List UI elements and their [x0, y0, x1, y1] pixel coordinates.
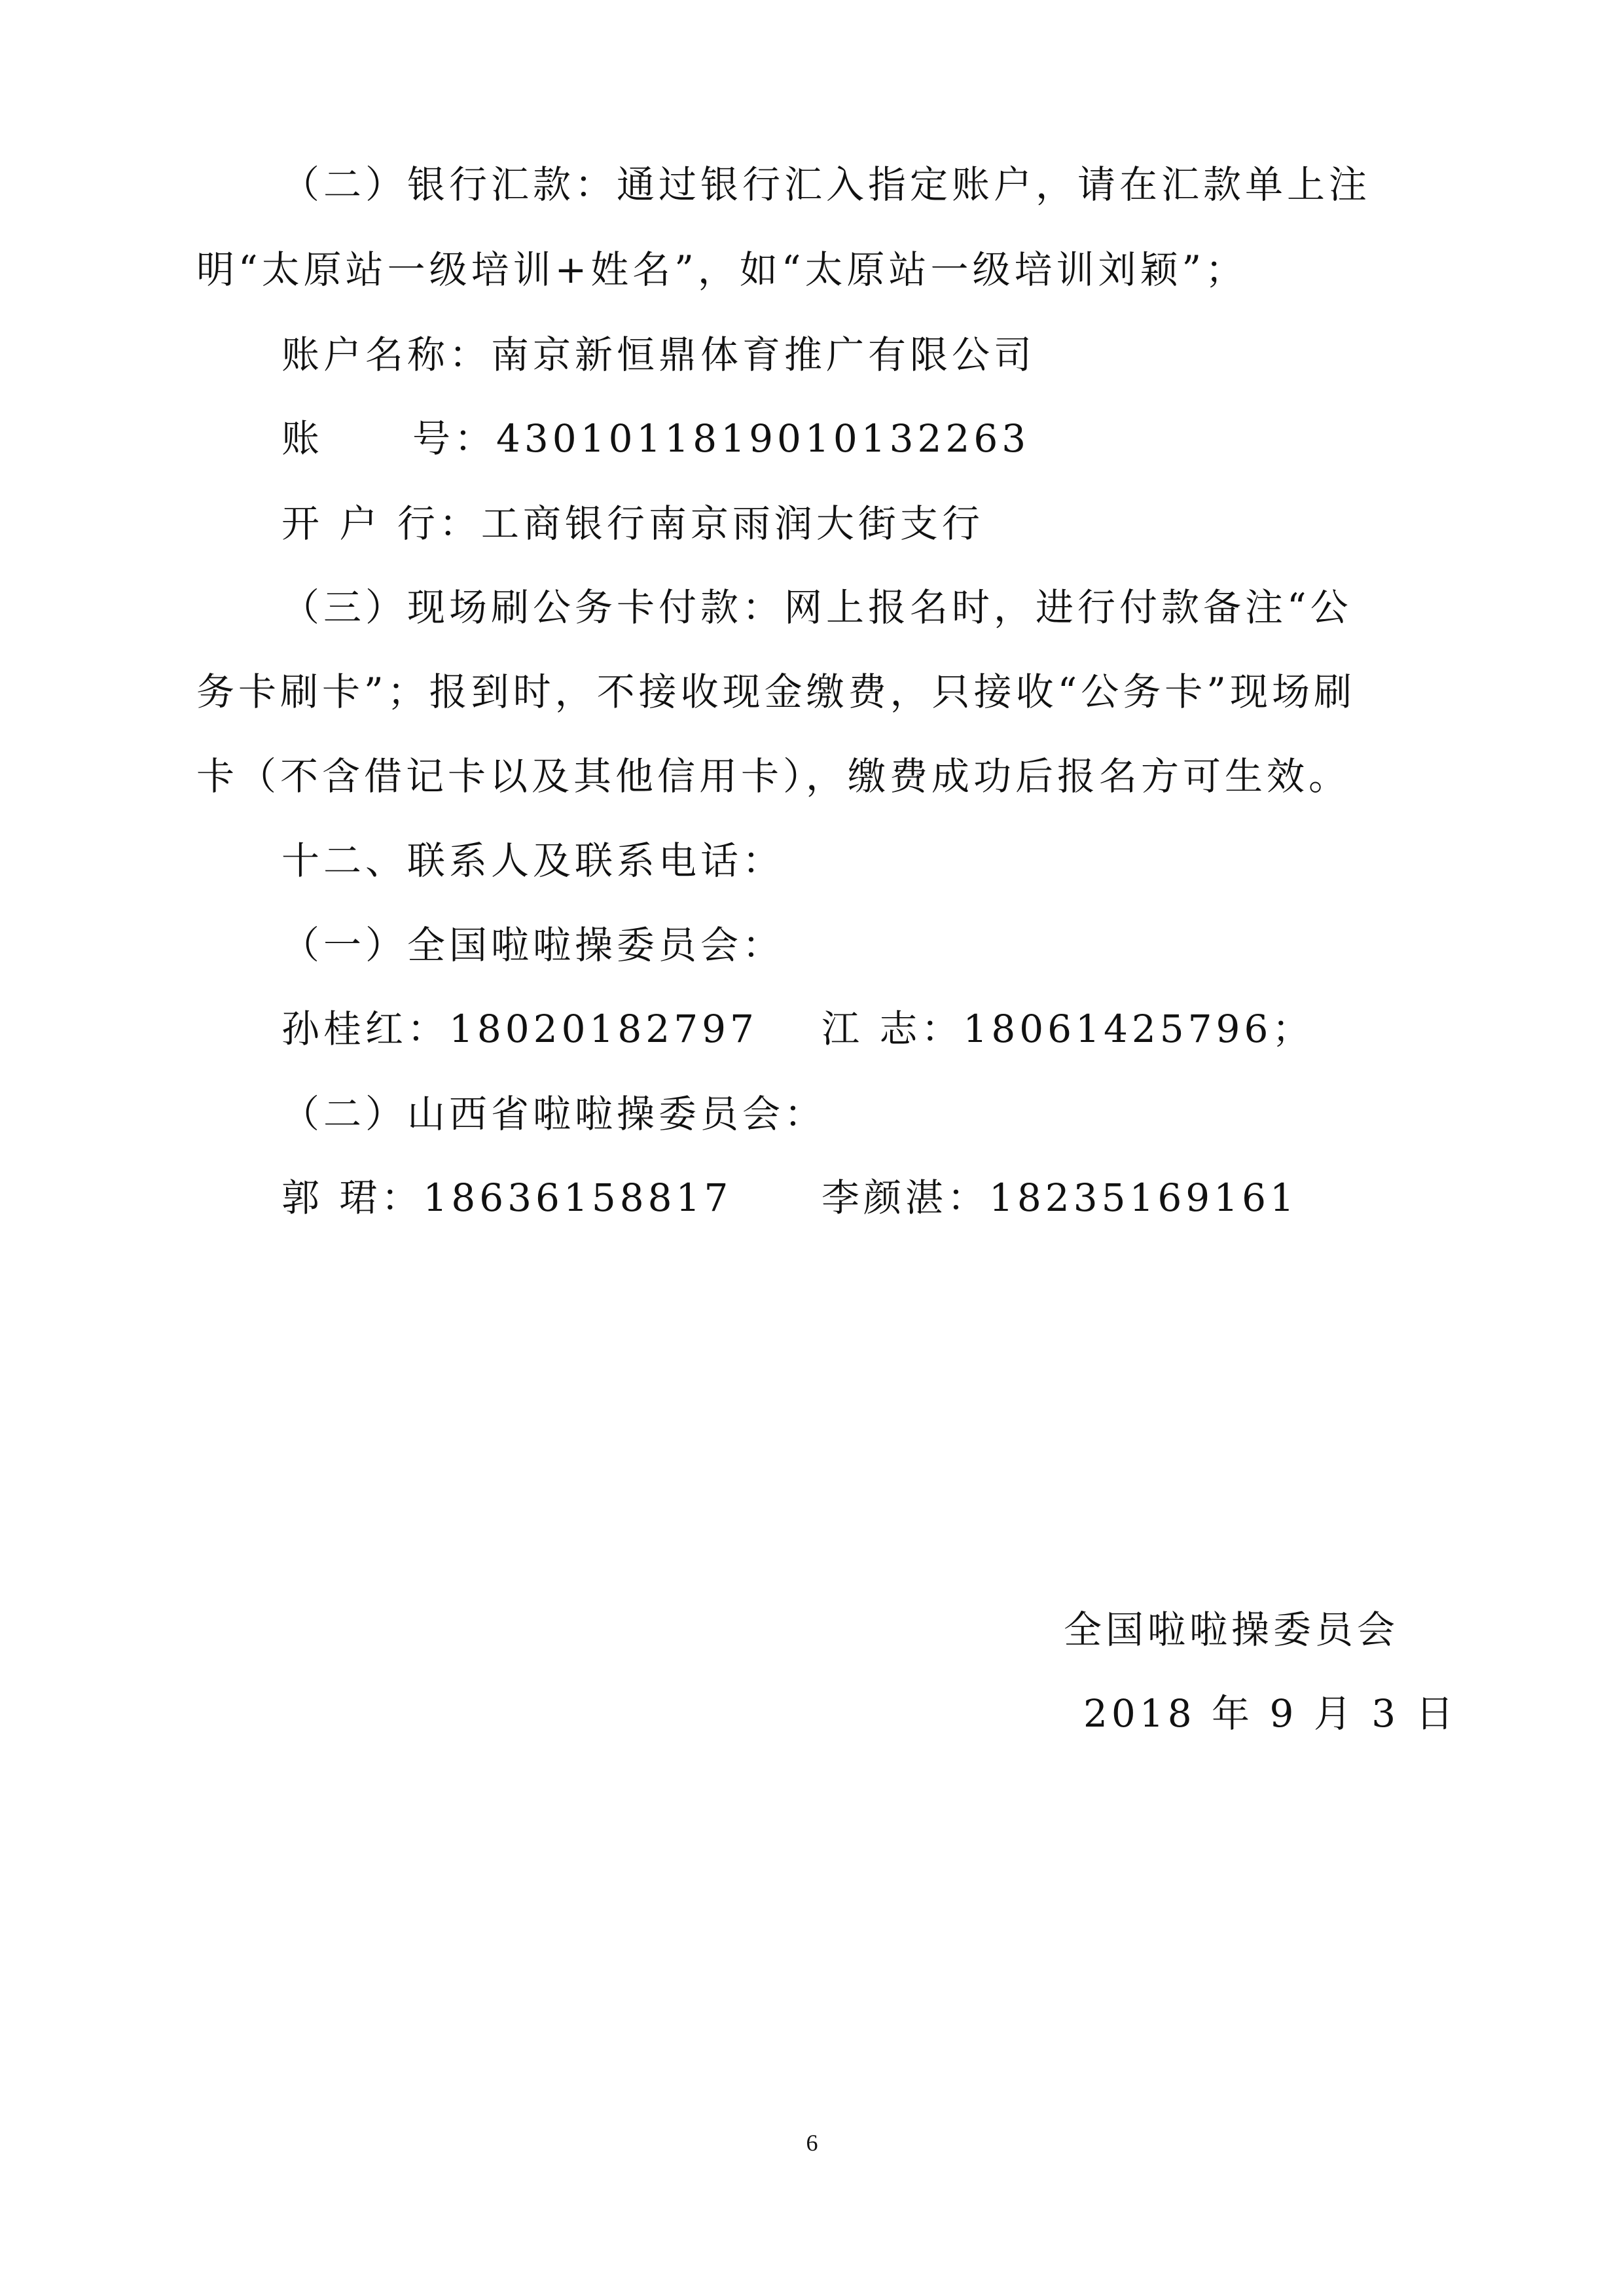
signature-organization: 全国啦啦操委员会 [1064, 1607, 1399, 1652]
national-contact-2: 江 志：18061425796； [821, 1007, 1314, 1051]
account-number: 号：4301011819010132263 [412, 416, 1030, 461]
shanxi-committee-heading: （二）山西省啦啦操委员会： [281, 1092, 827, 1136]
bank-name: 开 户 行：工商银行南京雨润大街支行 [281, 501, 984, 546]
card-payment-line-2: 务卡刷卡”；报到时，不接收现金缴费，只接收“公务卡”现场刷 [196, 670, 1356, 714]
bank-transfer-line-2: 明“太原站一级培训+姓名”，如“太原站一级培训刘颖”； [196, 247, 1248, 292]
card-payment-line-3: 卡（不含借记卡以及其他信用卡），缴费成功后报名方可生效。 [196, 754, 1351, 798]
contacts-heading: 十二、联系人及联系电话： [281, 838, 785, 883]
national-contact-1: 孙桂红：18020182797 [281, 1007, 758, 1051]
shanxi-contact-2: 李颜湛：18235169161 [821, 1175, 1298, 1220]
card-payment-line-1: （三）现场刷公务卡付款：网上报名时，进行付款备注“公 [281, 585, 1352, 630]
page-number: 6 [806, 2130, 818, 2156]
shanxi-contact-1: 郭 珺：18636158817 [281, 1175, 732, 1220]
signature-date: 2018 年 9 月 3 日 [1083, 1691, 1458, 1736]
account-name: 账户名称：南京新恒鼎体育推广有限公司 [281, 332, 1036, 377]
bank-transfer-line-1: （二）银行汇款：通过银行汇入指定账户，请在汇款单上注 [281, 162, 1371, 207]
account-number-label: 账 [281, 416, 324, 461]
national-committee-heading: （一）全国啦啦操委员会： [281, 923, 785, 967]
